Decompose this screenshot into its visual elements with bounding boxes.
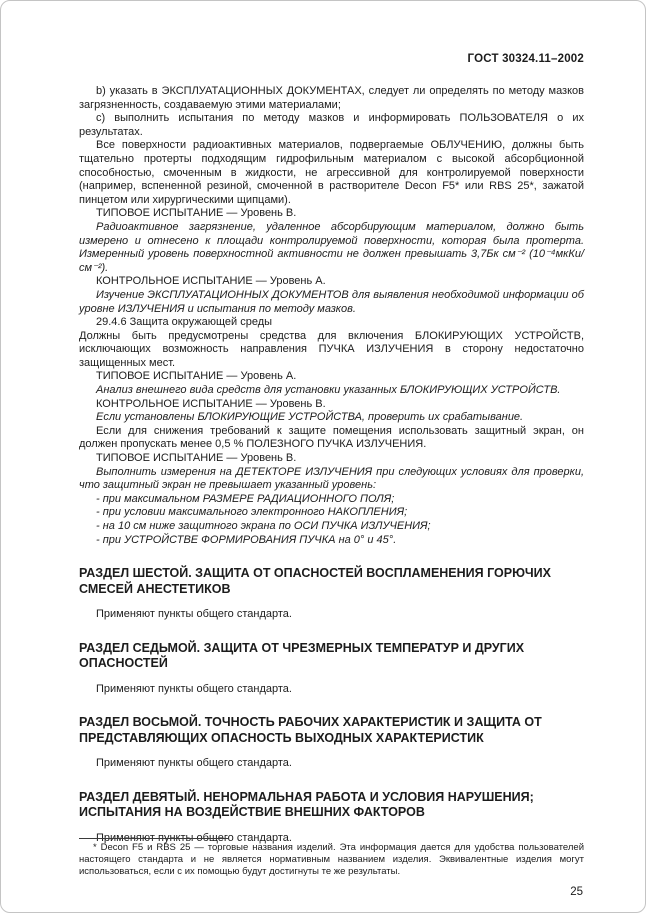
paragraph: Применяют пункты общего стандарта. <box>96 831 292 844</box>
paragraph: - при УСТРОЙСТВЕ ФОРМИРОВАНИЯ ПУЧКА на 0° и 45°. <box>96 533 397 546</box>
paragraph: Все поверхности радиоактивных материалов, подвергаемые ОБЛУЧЕНИЮ, должны быть тщательно протерты подходящим гидрофильным материалом с высокой абсорбционной способностью, смоченным в жидкости, не агрессивной для контролируемой поверхности (например, вспененной резиной, смоченной в растворителе Decon F5* или RBS 25*, зажатой пинцетом или хирургическими щипцами). <box>79 139 584 206</box>
section-heading: РАЗДЕЛ ДЕВЯТЫЙ. НЕНОРМАЛЬНАЯ РАБОТА И УСЛОВИЯ НАРУШЕНИЯ; ИСПЫТАНИЯ НА ВОЗДЕЙСТВИЕ ВНЕШНИХ ФАКТОРОВ <box>79 789 534 820</box>
paragraph: КОНТРОЛЬНОЕ ИСПЫТАНИЕ — Уровень В. <box>96 397 326 410</box>
section-heading: РАЗДЕЛ ВОСЬМОЙ. ТОЧНОСТЬ РАБОЧИХ ХАРАКТЕРИСТИК И ЗАЩИТА ОТ ПРЕДСТАВЛЯЮЩИХ ОПАСНОСТЬ ВЫХОДНЫХ ХАРАКТЕРИСТИК <box>79 715 542 745</box>
doc-code: ГОСТ 30324.11–2002 <box>467 53 584 65</box>
document-body <box>79 85 584 846</box>
paragraph: - на 10 см ниже защитного экрана по ОСИ ПУЧКА ИЗЛУЧЕНИЯ; <box>96 520 431 532</box>
section-heading: РАЗДЕЛ СЕДЬМОЙ. ЗАЩИТА ОТ ЧРЕЗМЕРНЫХ ТЕМПЕРАТУР И ДРУГИХ ОПАСНОСТЕЙ <box>79 640 525 671</box>
paragraph: c) выполнить испытания по методу мазков и информировать ПОЛЬЗОВАТЕЛЯ о их результатах. <box>79 112 584 138</box>
paragraph: ТИПОВОЕ ИСПЫТАНИЕ — Уровень В. <box>96 452 297 465</box>
paragraph: Радиоактивное загрязнение, удаленное абсорбирующим материалом, должно быть измерено и отнесено к площади контролируемой поверхности, которая была протерта. Измеренный уровень поверхностной активности не должен превышать 3,7Бк см⁻² (10⁻⁴мкКи/см⁻²). <box>79 220 584 274</box>
footnote <box>79 838 584 878</box>
paragraph: Если для снижения требований к защите помещения использовать защитный экран, он должен пропускать менее 0,5 % ПОЛЕЗНОГО ПУЧКА ИЗЛУЧЕНИЯ. <box>79 424 584 451</box>
paragraph: Применяют пункты общего стандарта. <box>96 682 292 695</box>
paragraph: Выполнить измерения на ДЕТЕКТОРЕ ИЗЛУЧЕНИЯ при следующих условиях для проверки, что защитный экран не превышает указанный уровень: <box>79 465 584 492</box>
paragraph: Применяют пункты общего стандарта. <box>96 757 292 770</box>
paragraph: Должны быть предусмотрены средства для включения БЛОКИРУЮЩИХ УСТРОЙСТВ, исключающих возможность направления ПУЧКА ИЗЛУЧЕНИЯ в сторону недостаточно защищенных мест. <box>79 329 584 369</box>
paragraph: ТИПОВОЕ ИСПЫТАНИЕ — Уровень А. <box>96 370 297 383</box>
paragraph: Применяют пункты общего стандарта. <box>96 608 292 621</box>
paragraph: Анализ внешнего вида средств для установки указанных БЛОКИРУЮЩИХ УСТРОЙСТВ. <box>96 384 561 397</box>
paragraph: - при условии максимального электронного НАКОПЛЕНИЯ; <box>96 506 408 519</box>
section-heading: РАЗДЕЛ ШЕСТОЙ. ЗАЩИТА ОТ ОПАСНОСТЕЙ ВОСПЛАМЕНЕНИЯ ГОРЮЧИХ СМЕСЕЙ АНЕСТЕТИКОВ <box>79 566 551 596</box>
footnote-text: * Decon F5 и RBS 25 — торговые названия изделий. Эта информация дается для удобства пользователей настоящего стандарта и не является нормативным названием изделия. Эквивалентные изделия могут использоваться, если с их помощью будут достигнуты те же результаты. <box>79 842 584 877</box>
page-header <box>79 53 584 65</box>
footnote-rule <box>79 838 229 839</box>
paragraph: - при максимальном РАЗМЕРЕ РАДИАЦИОННОГО ПОЛЯ; <box>96 492 395 505</box>
paragraph: b) указать в ЭКСПЛУАТАЦИОННЫХ ДОКУМЕНТАХ, следует ли определять по методу мазков загрязненность, создаваемую этими материалами; <box>79 85 584 111</box>
paragraph: Изучение ЭКСПЛУАТАЦИОННЫХ ДОКУМЕНТОВ для выявления необходимой информации об уровне ИЗЛУЧЕНИЯ и испытания по методу мазков. <box>79 288 584 315</box>
paragraph: КОНТРОЛЬНОЕ ИСПЫТАНИЕ — Уровень А. <box>96 275 326 288</box>
page-number: 25 <box>570 886 583 898</box>
paragraph: Если установлены БЛОКИРУЮЩИЕ УСТРОЙСТВА, проверить их срабатывание. <box>96 411 524 424</box>
paragraph: ТИПОВОЕ ИСПЫТАНИЕ — Уровень В. <box>96 207 297 220</box>
paragraph: 29.4.6 Защита окружающей среды <box>96 316 273 329</box>
